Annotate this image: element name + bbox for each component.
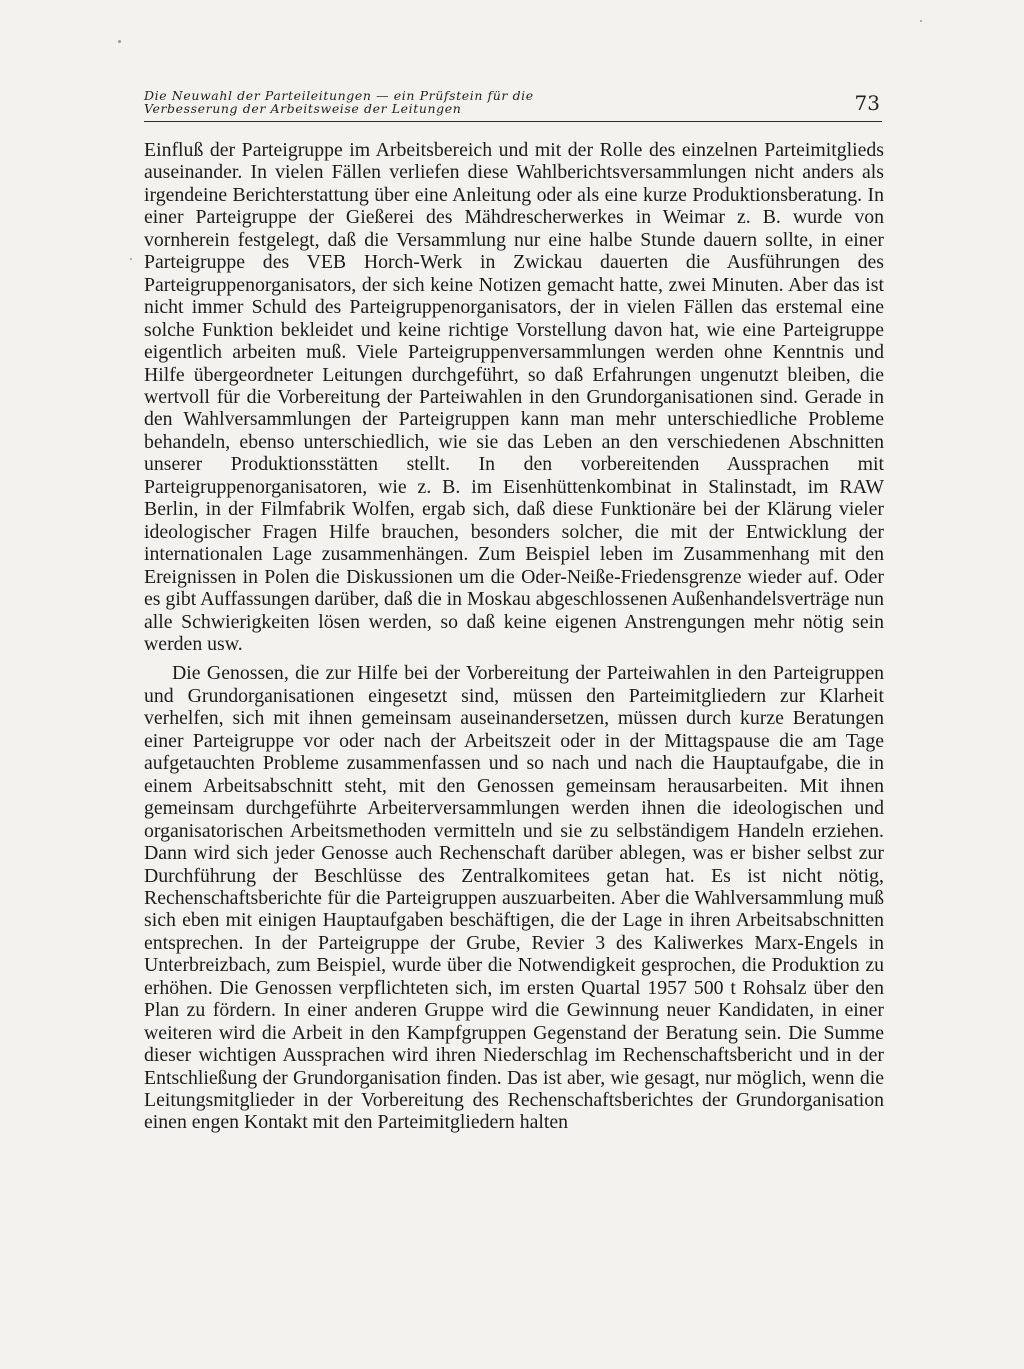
page-number: 73 (854, 91, 880, 115)
scan-speck (118, 40, 121, 43)
running-head-line-2: Verbesserung der Arbeitsweise der Leitungen (144, 101, 462, 116)
running-head-title (144, 89, 534, 115)
running-head-line-1: Die Neuwahl der Parteileitungen — ein Prüfstein für die (144, 88, 534, 103)
paragraph-1: Einfluß der Parteigruppe im Arbeitsbereich und mit der Rolle des einzelnen Parteimitglieds auseinander. In vielen Fällen verliefen diese Wahlberichtsversammlungen nicht anders als irgendeine Berichterstattung über eine Anleitung oder als eine kurze Produktionsberatung. In einer Parteigruppe der Gießerei des Mähdrescherwerkes in Weimar z. B. wurde von vornherein festgelegt, daß die Versammlung nur eine halbe Stunde dauern sollte, in einer Parteigruppe des VEB Horch-Werk in Zwickau dauerten die Ausführungen des Parteigruppenorganisators, der sich keine Notizen gemacht hatte, zwei Minuten. Aber das ist nicht immer Schuld des Parteigruppenorganisators, der in vielen Fällen das erstemal eine solche Funktion bekleidet und keine richtige Vorstellung davon hat, wie eine Parteigruppe eigentlich arbeiten muß. Viele Parteigruppenversammlungen werden ohne Kenntnis und Hilfe übergeordneter Leitungen durchgeführt, so daß Erfahrungen ungenutzt bleiben, die wertvoll für die Vorbereitung der Parteiwahlen in den Grundorganisationen sind. Gerade in den Wahlversammlungen der Parteigruppen kann man mehr unterschiedliche Probleme behandeln, ebenso unterschiedlich, wie sie das Leben an den verschiedenen Abschnitten unserer Produktionsstätten stellt. In den vorbereitenden Aussprachen mit Parteigruppenorganisatoren, wie z. B. im Eisenhüttenkombinat in Stalinstadt, im RAW Berlin, in der Filmfabrik Wolfen, ergab sich, daß diese Funktionäre bei der Klärung vieler ideologischer Fragen Hilfe brauchen, besonders solcher, die mit der Entwicklung der internationalen Lage zusammenhängen. Zum Beispiel leben im Zusammenhang mit den Ereignissen in Polen die Diskussionen um die Oder-Neiße-Friedensgrenze wieder auf. Oder es gibt Auffassungen darüber, daß die in Moskau abgeschlossenen Außenhandelsverträge nun alle Schwierigkeiten lösen werden, so daß keine eigenen Anstrengungen mehr nötig sein werden usw. (144, 139, 884, 655)
running-head (144, 89, 882, 122)
scan-speck (130, 258, 132, 260)
scan-speck (920, 20, 922, 22)
body-text (144, 139, 884, 1134)
paragraph-2: Die Genossen, die zur Hilfe bei der Vorbereitung der Parteiwahlen in den Parteigruppen und Grundorganisationen eingesetzt sind, müssen den Parteimitgliedern zur Klarheit verhelfen, sich mit ihnen gemeinsam auseinandersetzen, müssen durch kurze Beratungen einer Parteigruppe vor oder nach der Arbeitszeit oder in der Mittagspause die am Tage aufgetauchten Probleme zusammenfassen und so nach und nach die Hauptaufgabe, die in einem Arbeitsabschnitt steht, mit den Genossen gemeinsam herausarbeiten. Mit ihnen gemeinsam durchgeführte Arbeiterversammlungen werden ihnen die ideologischen und organisatorischen Arbeitsmethoden vermitteln und sie zu selbständigem Handeln erziehen. Dann wird sich jeder Genosse auch Rechenschaft darüber ablegen, was er bisher selbst zur Durchführung der Beschlüsse des Zentralkomitees getan hat. Es ist nicht nötig, Rechenschaftsberichte für die Parteigruppen auszuarbeiten. Aber die Wahlversammlung muß sich eben mit einigen Hauptaufgaben beschäftigen, die der Lage in ihren Arbeitsabschnitten entsprechen. In der Parteigruppe der Grube, Revier 3 des Kaliwerkes Marx-Engels in Unterbreizbach, zum Beispiel, wurde über die Notwendigkeit gesprochen, die Produktion zu erhöhen. Die Genossen verpflichteten sich, im ersten Quartal 1957 500 t Rohsalz über den Plan zu fördern. In einer anderen Gruppe wird die Gewinnung neuer Kandidaten, in einer weiteren wird die Arbeit in den Kampfgruppen Gegenstand der Beratung sein. Die Summe dieser wichtigen Aussprachen wird ihren Niederschlag im Rechenschaftsbericht und in der Entschließung der Grundorganisation finden. Das ist aber, wie gesagt, nur möglich, wenn die Leitungsmitglieder in der Vorbereitung des Rechenschaftsberichtes der Grundorganisation einen engen Kontakt mit den Parteimitgliedern halten (144, 662, 884, 1134)
